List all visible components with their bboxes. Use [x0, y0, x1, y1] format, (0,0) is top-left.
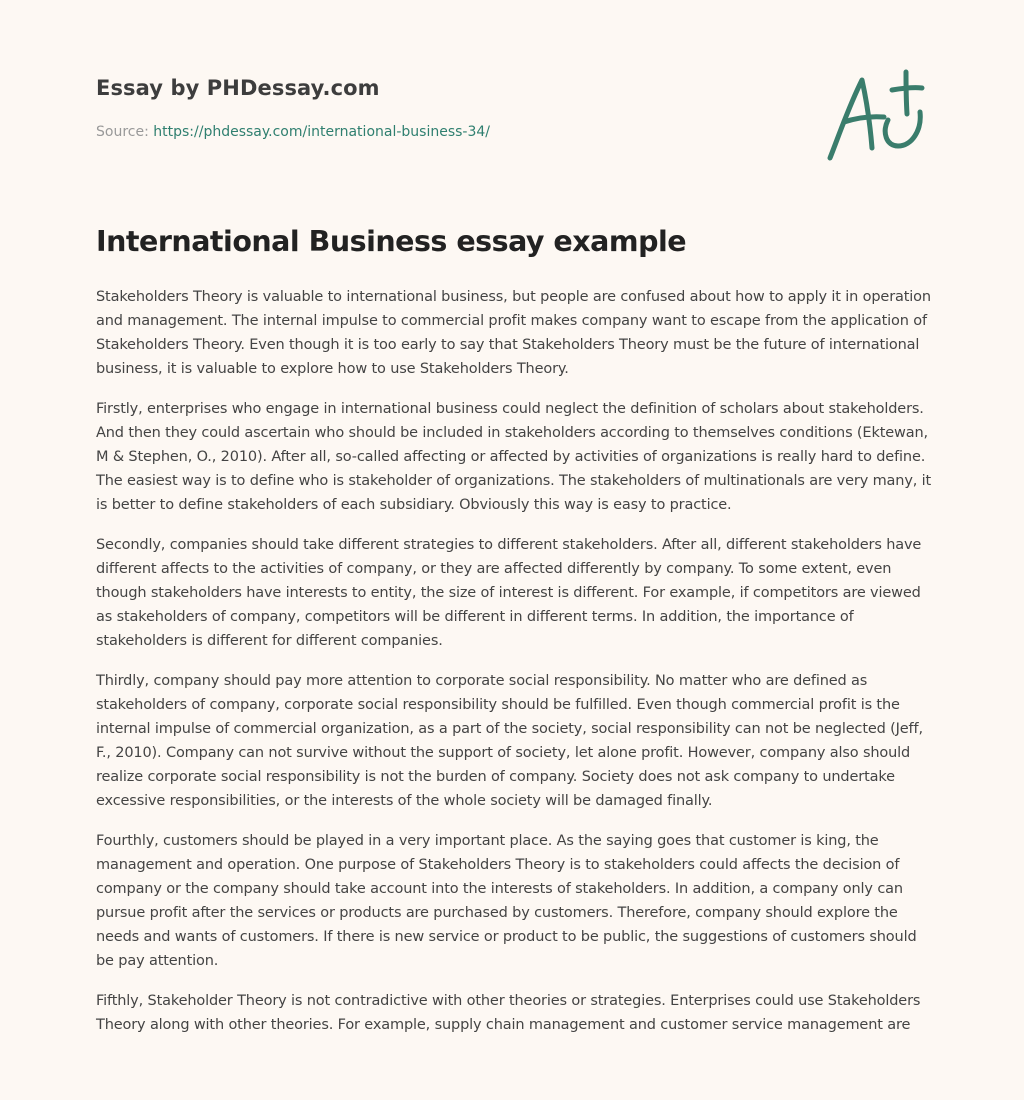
- essay-paragraph: Thirdly, company should pay more attention to corporate social responsibility. No matter who are defined as stakeholders of company, corporate social responsibility should be fulfilled. Even though commercial profit is the internal impulse of commercial organization, as a part of the society, social responsibility can not be neglected (Jeff, F., 2010). Company can not survive without the support of society, let alone profit. However, company also should realize corporate social responsibility is not the burden of company. Society does not ask company to undertake excessive responsibilities, or the interests of the whole society will be damaged finally.: [96, 673, 923, 809]
- essay-body: [96, 285, 932, 1053]
- essay-paragraph: Stakeholders Theory is valuable to international business, but people are confused about how to apply it in operation and management. The internal impulse to commercial profit makes company want to escape from the application of Stakeholders Theory. Even though it is too early to say that Stakeholders Theory must be the future of international business, it is valuable to explore how to use Stakeholders Theory.: [96, 289, 931, 377]
- essay-paragraph: Secondly, companies should take different strategies to different stakeholders. After all, different stakeholders have different affects to the activities of company, or they are affected differently by company. To some extent, even though stakeholders have interests to entity, the size of interest is different. For example, if competitors are viewed as stakeholders of company, competitors will be different in different terms. In addition, the importance of stakeholders is different for different companies.: [96, 537, 922, 649]
- essay-paragraph: Firstly, enterprises who engage in international business could neglect the definition of scholars about stakeholders. And then they could ascertain who should be included in stakeholders according to themselves conditions (Ektewan, M & Stephen, O., 2010). After all, so-called affecting or affected by activities of organizations is really hard to define. The easiest way is to define who is stakeholder of organizations. The stakeholders of multinationals are very many, it is better to define stakeholders of each subsidiary. Obviously this way is easy to practice.: [96, 401, 932, 513]
- essay-paragraph: Fourthly, customers should be played in a very important place. As the saying goes that customer is king, the management and operation. One purpose of Stakeholders Theory is to stakeholders could affects the decision of company or the company should take account into the interests of stakeholders. In addition, a company only can pursue profit after the services or products are purchased by customers. Therefore, company should explore the needs and wants of customers. If there is new service or product to be public, the suggestions of customers should be pay attention.: [96, 833, 917, 969]
- source-label: Source:: [96, 124, 149, 140]
- a-plus-logo-icon: [822, 68, 928, 164]
- source-link[interactable]: https://phdessay.com/international-business-34/: [153, 124, 490, 140]
- essay-title: International Business essay example: [96, 225, 687, 258]
- essay-paragraph: Fifthly, Stakeholder Theory is not contradictive with other theories or strategies. Enterprises could use Stakeholders Theory along with other theories. For example, supply chain management and customer service management are: [96, 993, 921, 1033]
- site-brand: Essay by PHDessay.com: [96, 76, 380, 100]
- source-line: [96, 124, 490, 140]
